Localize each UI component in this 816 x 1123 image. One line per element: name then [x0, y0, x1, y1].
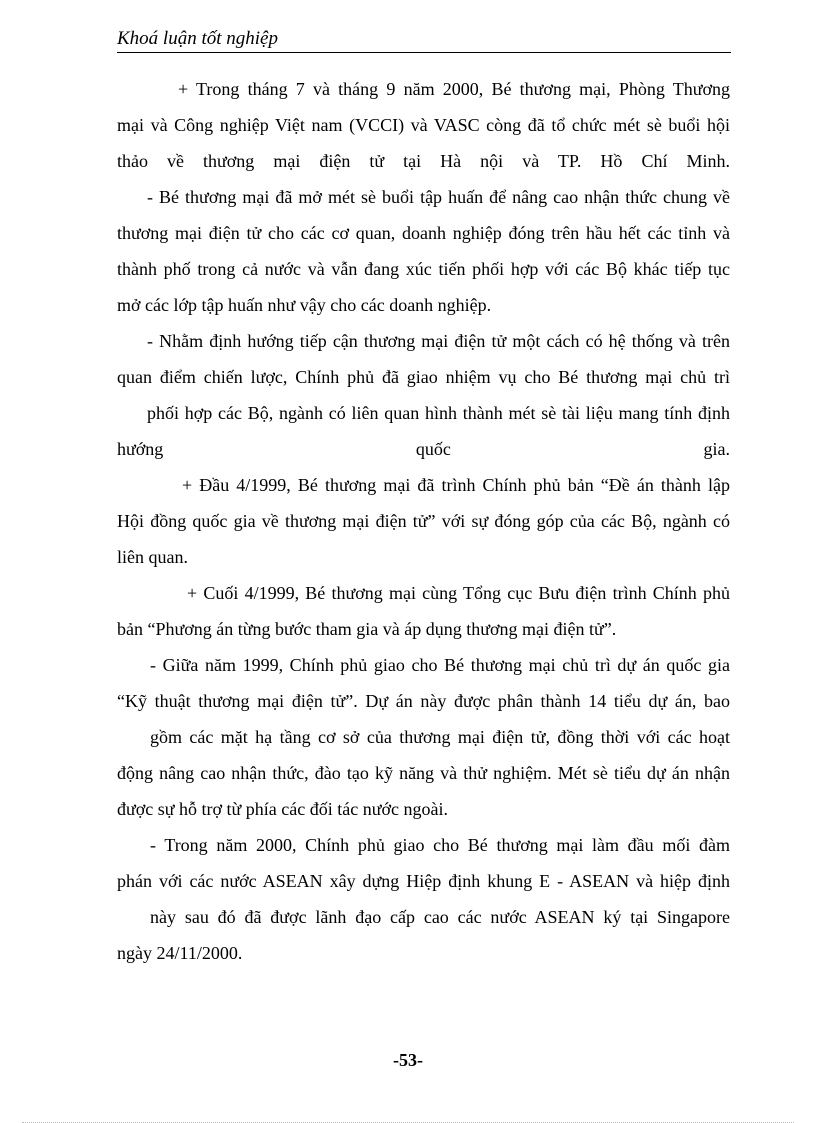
text-line: thảo về thương mại điện tử tại Hà nội và TP. Hồ Chí Minh.	[117, 151, 730, 171]
text-line: - Nhằm định hướng tiếp cận thương mại điện tử một cách có hệ thống và trên	[147, 331, 730, 351]
text-line: Hội đồng quốc gia về thương mại điện tử” với sự đóng góp của các Bộ, ngành có	[117, 511, 730, 531]
text-line: liên quan.	[117, 547, 188, 567]
text-line: + Đầu 4/1999, Bé thương mại đã trình Chính phủ bản “Đề án thành lập	[182, 475, 730, 495]
text-line: + Cuối 4/1999, Bé thương mại cùng Tổng cục Bưu điện trình Chính phủ	[187, 583, 730, 603]
text-line: ngày 24/11/2000.	[117, 943, 243, 963]
header-title: Khoá luận tốt nghiệp	[117, 28, 278, 49]
page-number: -53-	[393, 1050, 423, 1070]
page-header	[117, 26, 731, 53]
text-line: mại và Công nghiệp Việt nam (VCCI) và VASC còng đã tổ chức mét sè buổi hội	[117, 115, 730, 135]
text-line: gồm các mặt hạ tầng cơ sở của thương mại điện tử, đồng thời với các hoạt	[150, 727, 730, 747]
text-line: quan điểm chiến lược, Chính phủ đã giao nhiệm vụ cho Bé thương mại chủ trì	[117, 367, 730, 387]
text-line: phối hợp các Bộ, ngành có liên quan hình thành mét sè tài liệu mang tính định	[147, 403, 730, 423]
text-line: này sau đó đã được lãnh đạo cấp cao các nước ASEAN ký tại Singapore	[150, 907, 730, 927]
text-line: được sự hỗ trợ từ phía các đối tác nước ngoài.	[117, 799, 448, 819]
text-line: động nâng cao nhận thức, đào tạo kỹ năng và thử nghiệm. Mét sè tiểu dự án nhận	[117, 763, 730, 783]
text-line: phán với các nước ASEAN xây dựng Hiệp định khung E - ASEAN và hiệp định	[117, 871, 730, 891]
text-line: - Trong năm 2000, Chính phủ giao cho Bé thương mại làm đầu mối đàm	[150, 835, 730, 855]
text-line: bản “Phương án từng bước tham gia và áp dụng thương mại điện tử”.	[117, 619, 617, 639]
text-line: - Bé thương mại đã mở mét sè buổi tập huấn để nâng cao nhận thức chung về	[147, 187, 730, 207]
text-line: thành phố trong cả nước và vẫn đang xúc tiến phối hợp với các Bộ khác tiếp tục	[117, 259, 730, 279]
text-line: + Trong tháng 7 và tháng 9 năm 2000, Bé thương mại, Phòng Thương	[178, 79, 730, 99]
text-line: mở các lớp tập huấn như vậy cho các doanh nghiệp.	[117, 295, 492, 315]
text-line: “Kỹ thuật thương mại điện tử”. Dự án này được phân thành 14 tiểu dự án, bao	[117, 691, 730, 711]
text-line: hướng quốc gia.	[117, 439, 730, 459]
text-line: thương mại điện tử cho các cơ quan, doanh nghiệp đóng trên hầu hết các tỉnh và	[117, 223, 730, 243]
text-line: - Giữa năm 1999, Chính phủ giao cho Bé thương mại chủ trì dự án quốc gia	[150, 655, 730, 675]
